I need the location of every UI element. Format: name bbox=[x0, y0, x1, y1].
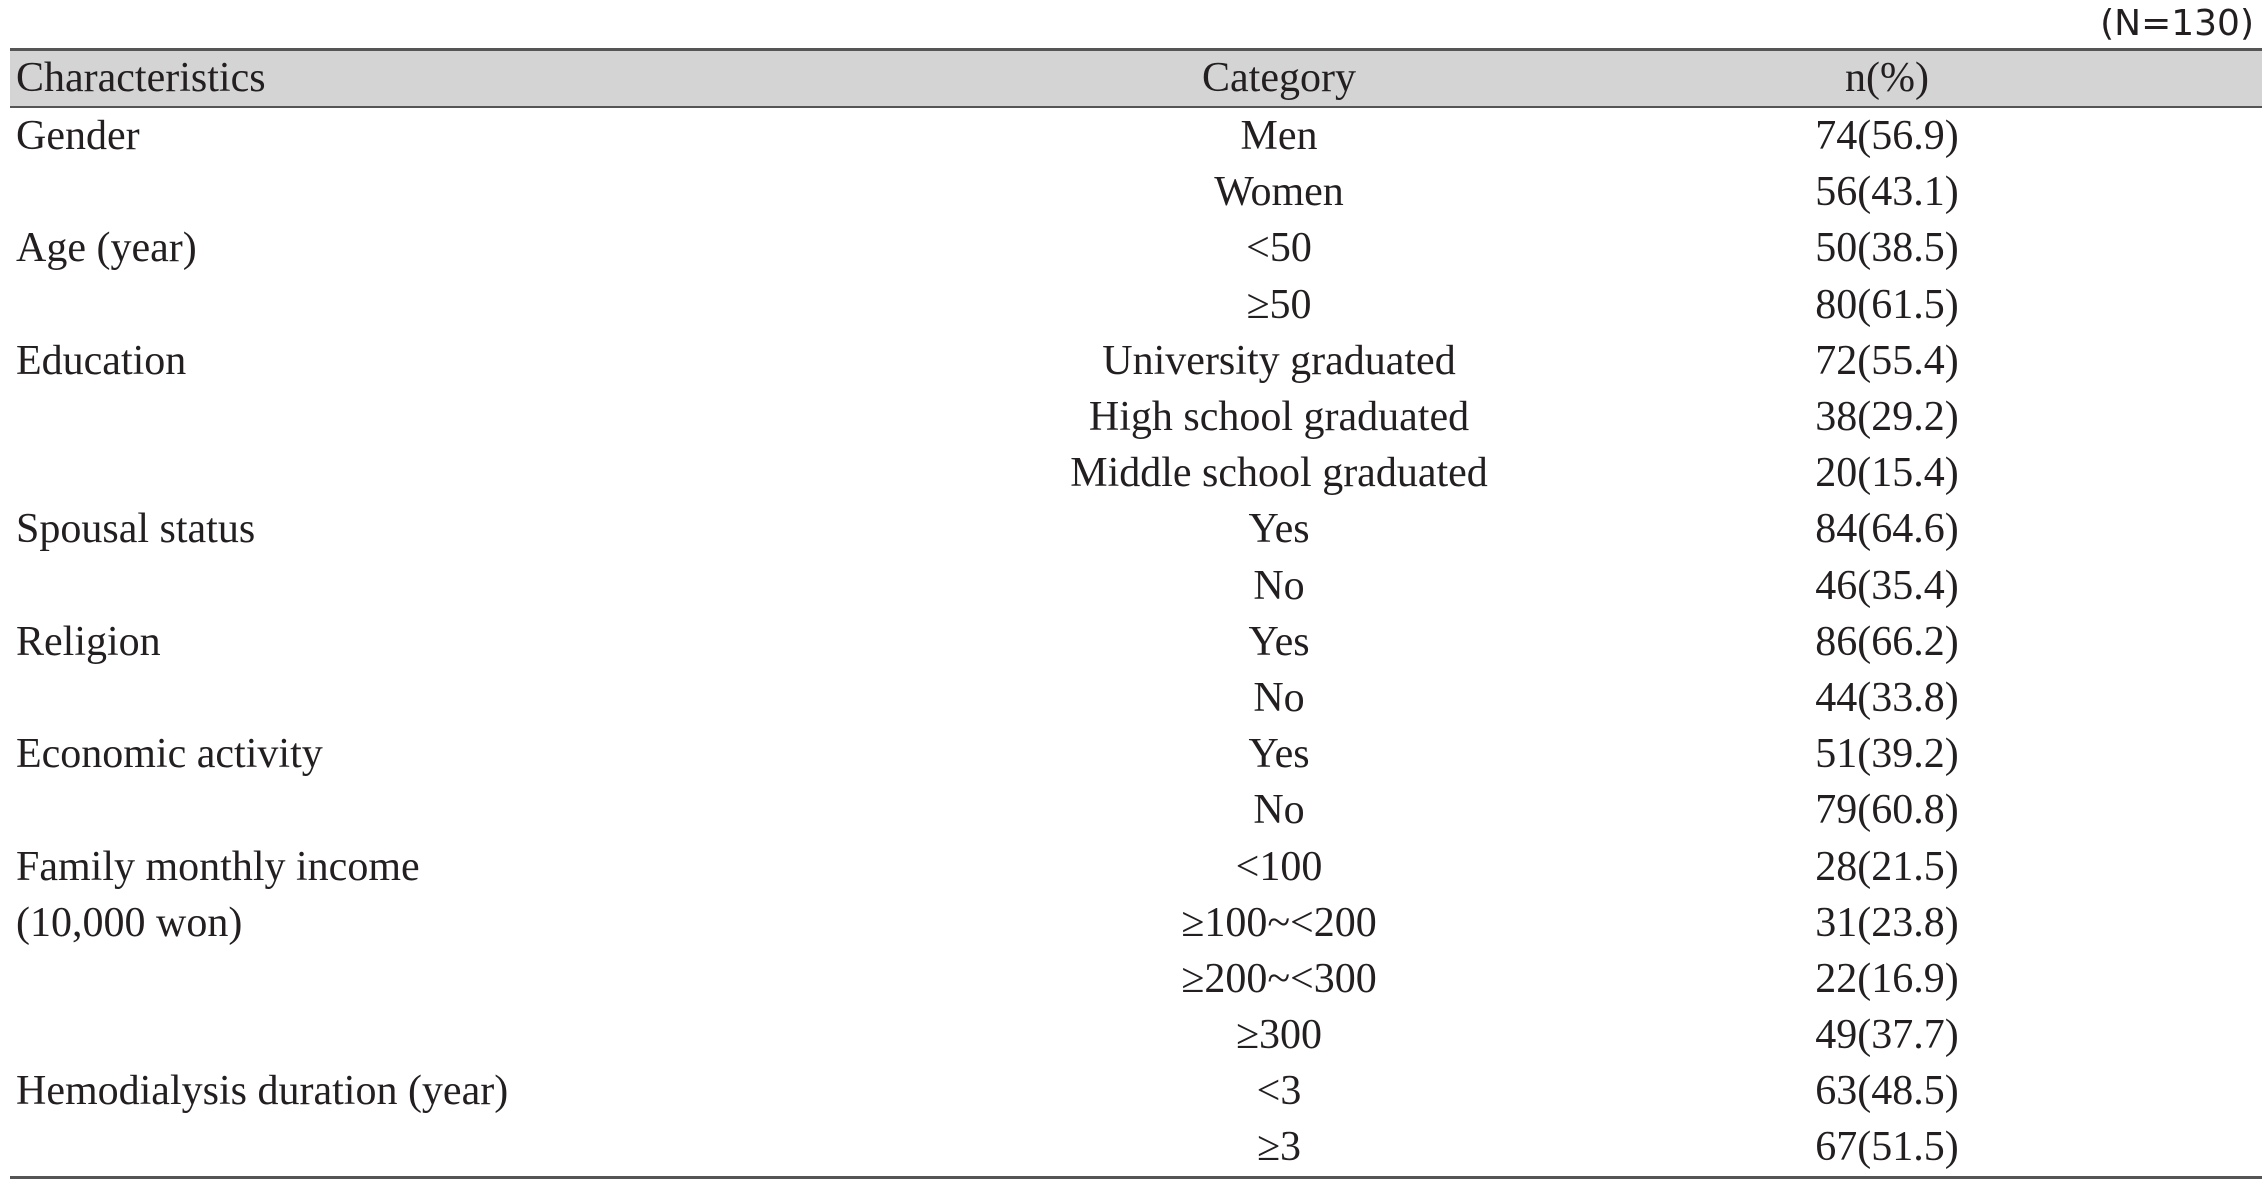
characteristic-cell bbox=[10, 1007, 1048, 1063]
header-n-percent: n(%) bbox=[1510, 50, 2262, 108]
header-category: Category bbox=[1048, 50, 1510, 108]
n-percent-cell: 84(64.6) bbox=[1815, 506, 1959, 553]
table-row bbox=[10, 614, 2262, 670]
table-row bbox=[10, 838, 2262, 894]
table-row bbox=[10, 333, 2262, 389]
table-body bbox=[10, 107, 2262, 1177]
characteristic-cell bbox=[10, 1119, 1048, 1177]
n-percent-cell: 79(60.8) bbox=[1815, 787, 1959, 834]
category-cell: No bbox=[1253, 787, 1305, 834]
n-percent-cell: 80(61.5) bbox=[1815, 281, 1959, 328]
n-percent-cell: 63(48.5) bbox=[1815, 1068, 1959, 1115]
table-row bbox=[10, 1063, 2262, 1119]
table-row bbox=[10, 558, 2262, 614]
table-row bbox=[10, 107, 2262, 164]
table-row bbox=[10, 782, 2262, 838]
category-cell: Yes bbox=[1248, 731, 1310, 778]
category-cell: ≥100~<200 bbox=[1181, 899, 1377, 946]
category-cell: No bbox=[1253, 674, 1305, 721]
characteristic-cell: Economic activity bbox=[16, 731, 323, 778]
n-percent-cell: 72(55.4) bbox=[1815, 337, 1959, 384]
characteristic-cell: (10,000 won) bbox=[16, 899, 243, 946]
category-cell: <50 bbox=[1246, 225, 1312, 272]
characteristic-cell bbox=[10, 951, 1048, 1007]
category-cell: Women bbox=[1214, 169, 1344, 216]
category-cell: Yes bbox=[1248, 506, 1310, 553]
category-cell: ≥50 bbox=[1246, 281, 1312, 328]
table-row bbox=[10, 389, 2262, 445]
category-cell: No bbox=[1253, 562, 1305, 609]
table-header bbox=[10, 50, 2262, 108]
n-percent-cell: 74(56.9) bbox=[1815, 113, 1959, 160]
category-cell: High school graduated bbox=[1088, 394, 1470, 441]
table-row bbox=[10, 726, 2262, 782]
category-cell: ≥200~<300 bbox=[1181, 955, 1377, 1002]
n-percent-cell: 38(29.2) bbox=[1815, 394, 1959, 441]
n-percent-cell: 86(66.2) bbox=[1815, 618, 1959, 665]
table-row bbox=[10, 895, 2262, 951]
n-percent-cell: 28(21.5) bbox=[1815, 843, 1959, 890]
n-percent-cell: 56(43.1) bbox=[1815, 169, 1959, 216]
table-row bbox=[10, 445, 2262, 501]
characteristic-cell bbox=[10, 782, 1048, 838]
table-row bbox=[10, 164, 2262, 220]
table-row bbox=[10, 501, 2262, 557]
category-cell: Middle school graduated bbox=[1070, 450, 1488, 497]
n-percent-cell: 20(15.4) bbox=[1815, 450, 1959, 497]
category-cell: ≥3 bbox=[1048, 1119, 1510, 1177]
characteristics-table bbox=[10, 48, 2262, 1179]
category-cell: Men bbox=[1240, 113, 1318, 160]
characteristic-cell: Age (year) bbox=[16, 225, 197, 272]
characteristic-cell: Religion bbox=[16, 618, 161, 665]
characteristic-cell bbox=[10, 164, 1048, 220]
category-cell: <3 bbox=[1256, 1068, 1302, 1115]
characteristic-cell bbox=[10, 445, 1048, 501]
table-row bbox=[10, 670, 2262, 726]
n-percent-cell: 31(23.8) bbox=[1815, 899, 1959, 946]
category-cell: Yes bbox=[1248, 618, 1310, 665]
table-row bbox=[10, 951, 2262, 1007]
n-percent-cell: 46(35.4) bbox=[1815, 562, 1959, 609]
characteristic-cell bbox=[10, 277, 1048, 333]
n-percent-cell: 22(16.9) bbox=[1815, 955, 1959, 1002]
characteristic-cell bbox=[10, 389, 1048, 445]
header-characteristics: Characteristics bbox=[10, 50, 1048, 108]
characteristic-cell bbox=[10, 558, 1048, 614]
header-row bbox=[10, 50, 2262, 108]
n-percent-cell: 44(33.8) bbox=[1815, 674, 1959, 721]
table-row bbox=[10, 1007, 2262, 1063]
category-cell: <100 bbox=[1235, 843, 1323, 890]
table-row bbox=[10, 220, 2262, 276]
category-cell: ≥300 bbox=[1235, 1012, 1323, 1059]
table-row bbox=[10, 277, 2262, 333]
characteristic-cell: Spousal status bbox=[16, 506, 256, 553]
characteristic-cell bbox=[10, 670, 1048, 726]
characteristic-cell: Education bbox=[16, 337, 187, 384]
category-cell: University graduated bbox=[1102, 337, 1456, 384]
n-percent-cell: 50(38.5) bbox=[1815, 225, 1959, 272]
characteristic-cell: Family monthly income bbox=[16, 843, 420, 890]
n-percent-cell: 51(39.2) bbox=[1815, 731, 1959, 778]
sample-size-note: (N=130) bbox=[2100, 3, 2254, 44]
n-percent-cell: 49(37.7) bbox=[1815, 1012, 1959, 1059]
n-percent-cell: 67(51.5) bbox=[1510, 1119, 2262, 1177]
characteristic-cell: Gender bbox=[16, 113, 140, 160]
table-row bbox=[10, 1119, 2262, 1177]
characteristic-cell: Hemodialysis duration (year) bbox=[16, 1068, 509, 1115]
